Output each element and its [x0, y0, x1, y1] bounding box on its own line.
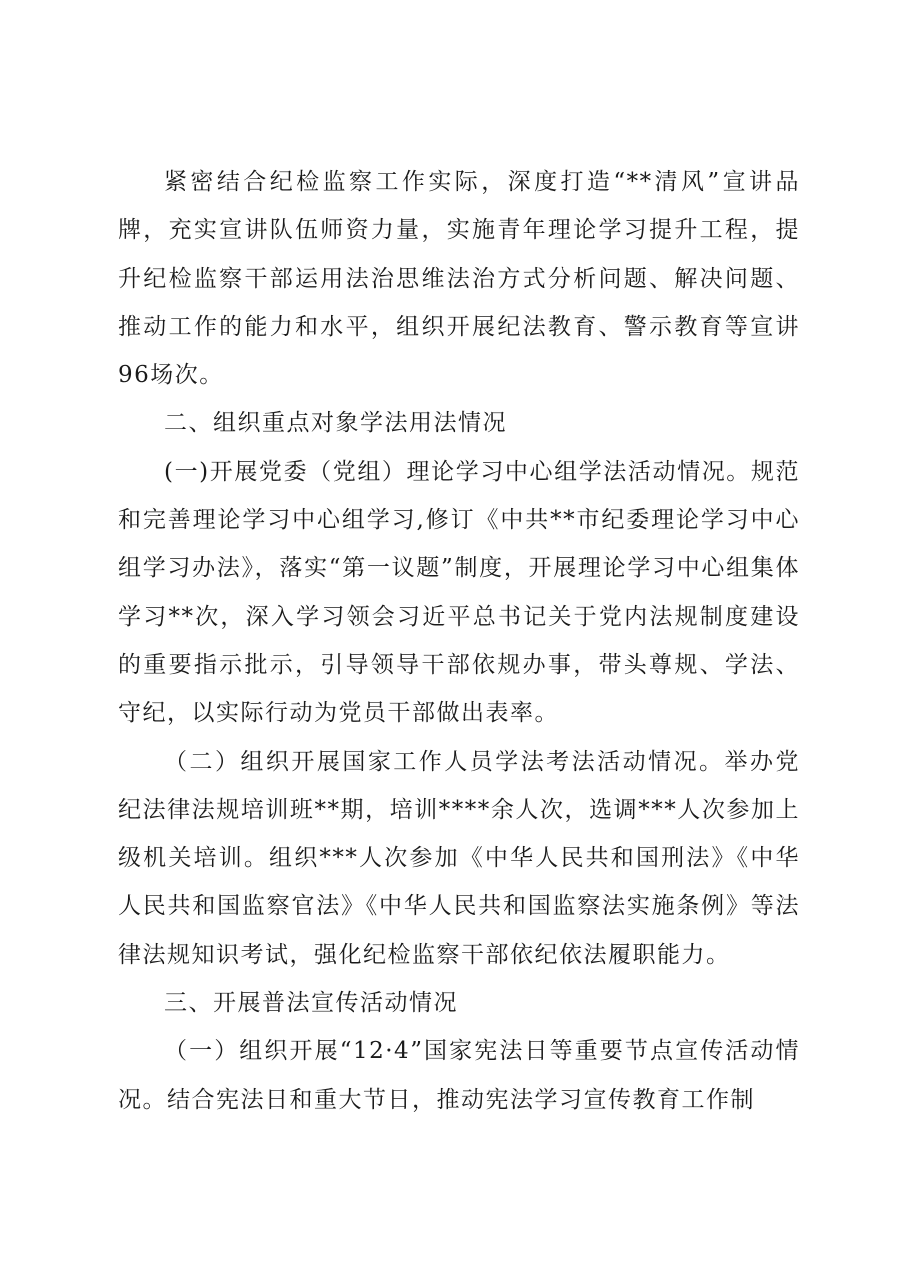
paragraph-staff-law-study: （二）组织开展国家工作人员学法考法活动情况。举办党纪法律法规培训班**期，培训****余人次，选调***人次参加上级机关培训。组织***人次参加《中华人民共和国刑法》《中华人民共和国监察官法》《中华人民共和国监察法实施条例》等法律法规知识考试，强化纪检监察干部依纪依法履职能力。 [118, 748, 800, 968]
paragraph-party-committee-study: (一)开展党委（党组）理论学习中心组学法活动情况。规范和完善理论学习中心组学习,修订《中共**市纪委理论学习中心组学习办法》，落实“第一议题”制度，开展理论学习中心组集体学习**次，深入学习领会习近平总书记关于党内法规制度建设的重要指示批示，引导领导干部依规办事，带头尊规、学法、守纪，以实际行动为党员干部做出表率。 [118, 458, 800, 727]
paragraph-constitution-day: （一）组织开展“12·4”国家宪法日等重要节点宣传活动情况。结合宪法日和重大节日，推动宪法学习宣传教育工作制 [118, 1038, 800, 1113]
section-heading-3: 三、开展普法宣传活动情况 [164, 990, 458, 1017]
section-heading-2: 二、组织重点对象学法用法情况 [164, 410, 507, 437]
document-body [118, 158, 800, 1124]
paragraph-discipline-education: 紧密结合纪检监察工作实际，深度打造“**清风”宣讲品牌，充实宣讲队伍师资力量，实施青年理论学习提升工程，提升纪检监察干部运用法治思维法治方式分析问题、解决问题、推动工作的能力和水平，组织开展纪法教育、警示教育等宣讲96场次。 [118, 169, 800, 389]
